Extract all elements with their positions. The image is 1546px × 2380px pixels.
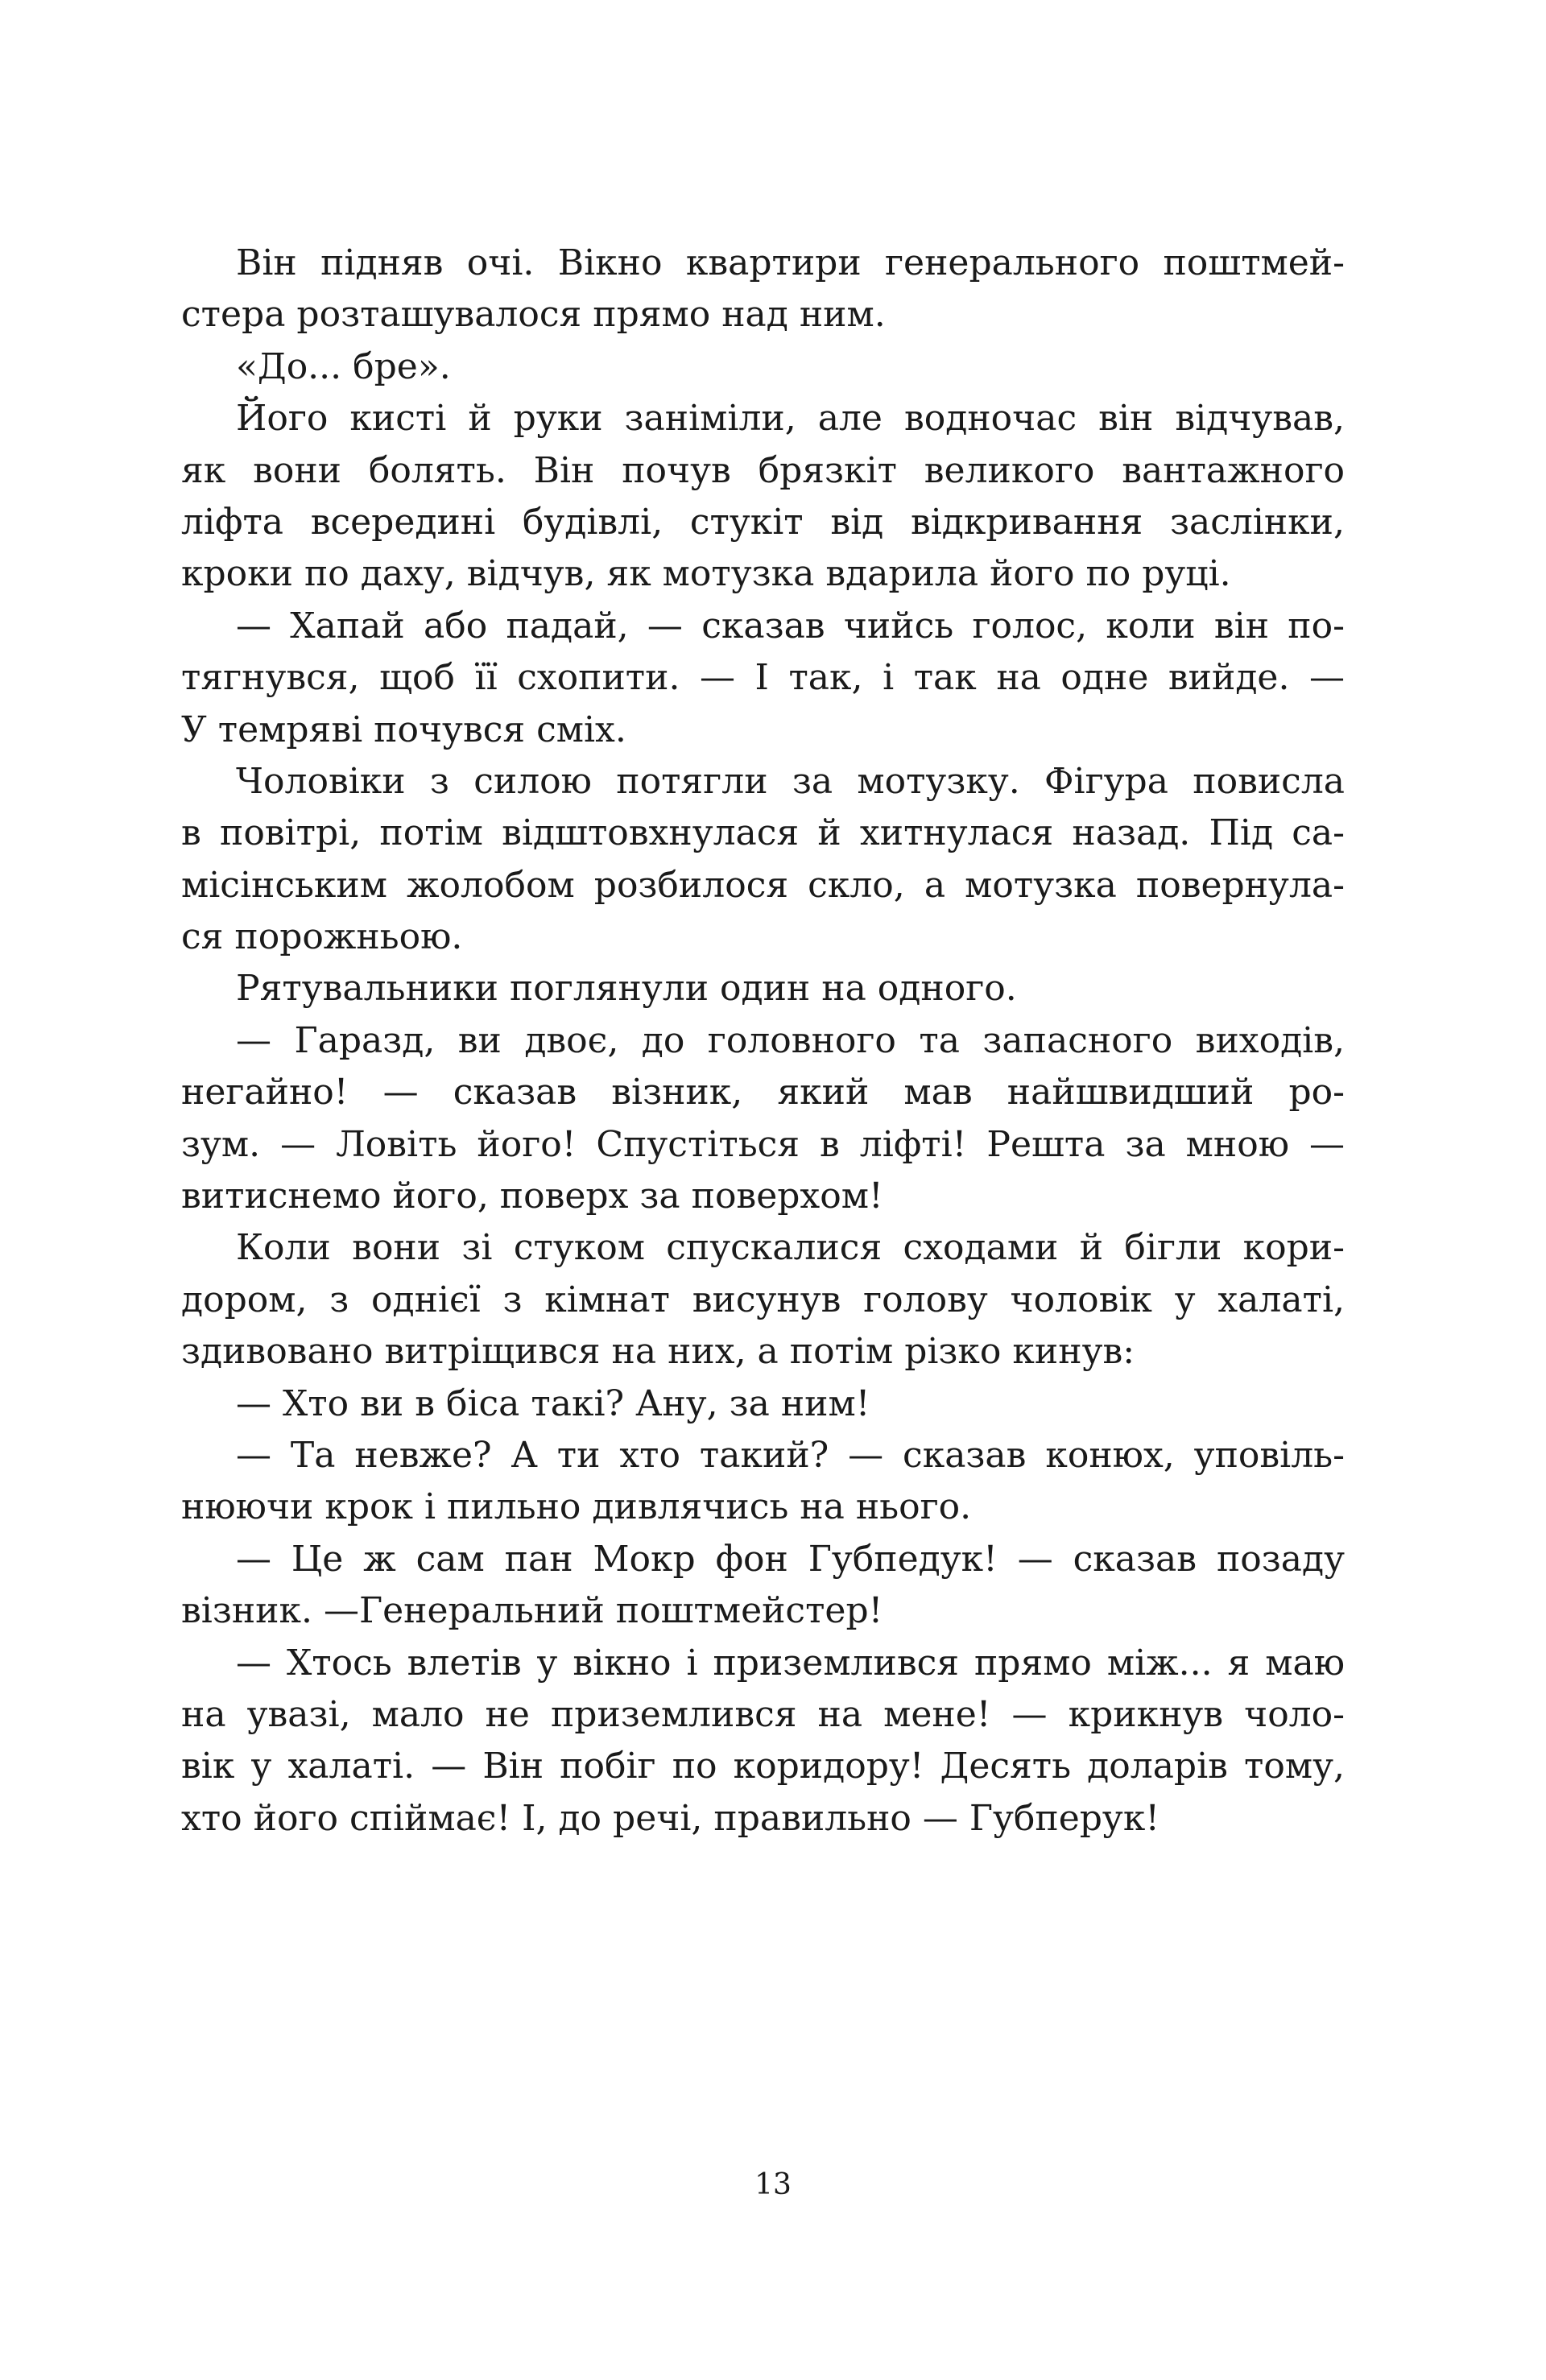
text-line: тягнувся, щоб її схопити. — І так, і так на одне вийде. — [181,657,1345,699]
text-line: Рятувальники поглянули один на одного. [236,968,1017,1010]
text-line: — Гаразд, ви двоє, до головного та запасного виходів, [236,1019,1345,1061]
text-line: зум. — Ловіть його! Спустіться в ліфті! Решта за мною — [181,1123,1345,1165]
text-line: дором, з однієї з кімнат висунув голову чоловік у халаті, [181,1279,1345,1320]
text-line: «До... бре». [236,345,451,387]
body-text [181,238,1345,1845]
text-line: ліфта всередині будівлі, стукіт від відкривання заслінки, [181,501,1345,543]
text-line: візник. —Генеральний поштмейстер! [181,1590,883,1632]
text-line: вік у халаті. — Він побіг по коридору! Десять доларів тому, [181,1746,1345,1787]
text-line: здивовано витріщився на них, а потім різко кинув: [181,1331,1135,1373]
text-line: Його кисті й руки заніміли, але водночас він відчував, [236,398,1345,440]
text-line: Коли вони зі стуком спускалися сходами й бігли кори- [236,1227,1345,1269]
text-line: — Це ж сам пан Мокр фон Губпедук! — сказав позаду [236,1538,1345,1580]
text-line: хто його спіймає! І, до речі, правильно — Губперук! [181,1797,1160,1839]
text-line: Чоловіки з силою потягли за мотузку. Фігура повисла [236,760,1345,802]
text-line: — Та невже? А ти хто такий? — сказав конюх, уповіль- [236,1434,1345,1476]
text-line: Він підняв очі. Вікно квартири генерального поштмей- [236,242,1345,283]
text-line: в повітрі, потім відштовхнулася й хитнулася назад. Під са- [181,812,1345,854]
text-line: У темряві почувся сміх. [181,709,626,750]
text-line: як вони болять. Він почув брязкіт великого вантажного [181,449,1345,491]
text-line: ся порожньою. [181,916,463,958]
text-line: — Хтось влетів у вікно і приземлився прямо між... я маю [236,1642,1345,1684]
text-line: негайно! — сказав візник, який мав найшвидший ро- [181,1072,1345,1114]
text-line: — Хто ви в біса такі? Ану, за ним! [236,1382,870,1424]
text-line: стера розташувалося прямо над ним. [181,294,886,336]
text-line: витиснемо його, поверх за поверхом! [181,1176,883,1217]
text-line: на увазі, мало не приземлився на мене! — крикнув чоло- [181,1693,1345,1735]
page-number: 13 [754,2168,792,2201]
text-line: нюючи крок і пильно дивлячись на нього. [181,1486,972,1528]
text-line: — Хапай або падай, — сказав чийсь голос, коли він по- [236,605,1345,647]
text-line: місінським жолобом розбилося скло, а мотузка повернула- [181,864,1345,906]
text-line: кроки по даху, відчув, як мотузка вдарила його по руці. [181,553,1231,595]
